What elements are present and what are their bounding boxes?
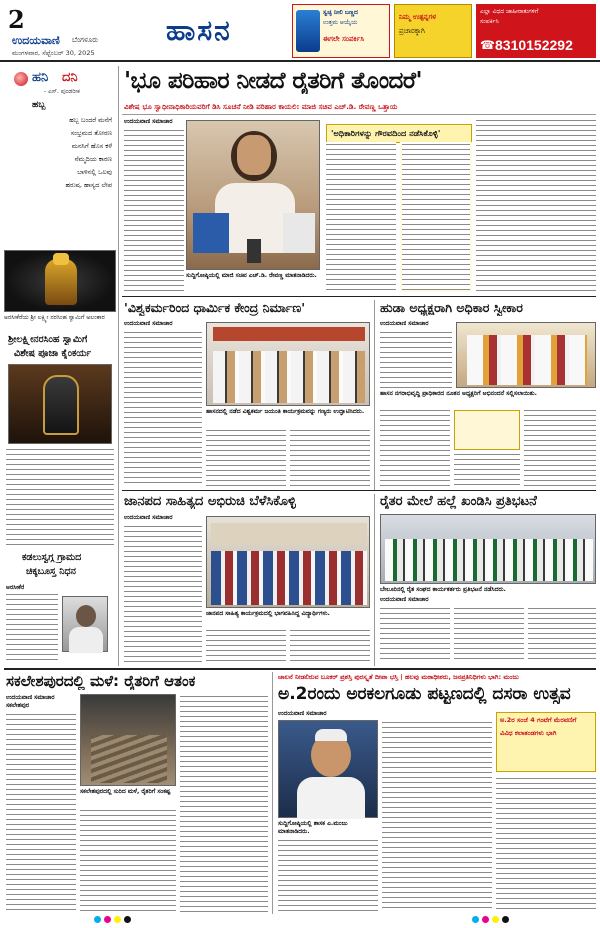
dasara-photo-caption: ಸುದ್ದಿಗೋಷ್ಠಿಯಲ್ಲಿ ಶಾಸಕ ಎ.ಮಂಜು ಮಾತನಾಡಿದರು.: [278, 820, 348, 835]
dasara-headline: ಅ.2ರಂದು ಅರಕಲಗೂಡು ಪಟ್ಟಣದಲ್ಲಿ ದಸರಾ ಉತ್ಸವ: [278, 684, 571, 704]
dasara-body-2: [382, 720, 492, 912]
janapada-body-2: [206, 628, 286, 662]
ad-2-line2: ಪ್ರಚಾರಕ್ಕಾಗಿ: [399, 27, 425, 35]
ad-2-line1: ನಿಮ್ಮ ಉತ್ಪನ್ನಗಳ: [399, 13, 437, 21]
deity-image: [4, 250, 116, 312]
header-ad-2[interactable]: [394, 4, 472, 58]
huda-info-box: [454, 410, 520, 450]
masthead: [0, 0, 600, 62]
dateline: ಮಂಗಳವಾರ, ಸೆಪ್ಟೆಂಬರ್ 30, 2025: [12, 49, 95, 57]
ad-1-image: [296, 10, 320, 52]
lead-photo: [186, 120, 320, 270]
vishwakarma-photo: [206, 322, 370, 406]
column-logo-icon: [14, 72, 28, 86]
registration-mark: [492, 916, 499, 923]
huda-photo: [456, 322, 596, 388]
raitha-photo-caption: ಬೇಲೂರಿನಲ್ಲಿ ರೈತ ಸಂಘದ ಕಾರ್ಯಕರ್ತರು ಪ್ರತಿಭಟನೆ ನಡೆಸಿದರು.: [380, 586, 506, 593]
huda-body-3: [524, 408, 596, 488]
rain-body-3: [180, 694, 268, 912]
edition: ಬೆಂಗಳೂರು: [72, 36, 99, 44]
column-title-a: ಹನಿ: [32, 70, 49, 85]
rain-photo-caption: ಸಕಲೇಶಪುರದಲ್ಲಿ ಸುರಿದ ಮಳೆ, ರೈತರಿಗೆ ಸಂಕಷ್ಟ: [80, 788, 171, 795]
janapada-body-1: [124, 524, 202, 662]
huda-body-4: [454, 452, 520, 488]
raitha-body-1: [380, 606, 450, 662]
raitha-headline: ರೈತರ ಮೇಲೆ ಹಲ್ಲೆ ಖಂಡಿಸಿ ಪ್ರತಿಭಟನೆ: [380, 494, 537, 509]
dasara-highlight-2: ವಿವಿಧ ಕಲಾತಂಡಗಳು ಭಾಗಿ: [500, 729, 557, 737]
registration-mark: [482, 916, 489, 923]
lead-body-col5: [476, 118, 596, 293]
dasara-highlight-box: [496, 712, 596, 772]
lead-body-col3: [326, 142, 396, 292]
deity-caption: ಅರಸೀಕೆರೆಯ ಶ್ರೀ ಲಕ್ಷ್ಮೀ ನರಸಿಂಹ ಸ್ವಾಮಿಗೆ ಅಲಂಕಾರ: [4, 314, 105, 321]
registration-mark: [94, 916, 101, 923]
obituary-photo: [62, 596, 108, 652]
phone-icon: ☎: [480, 38, 495, 52]
raitha-photo: [380, 514, 596, 584]
page-number: 2: [8, 5, 25, 34]
column-poem: [26, 114, 112, 192]
poem-line: ಹರುಷ, ಹಾಸ್ಯದ ಲೇಪ: [65, 181, 112, 189]
poem-line: ಬಾಳಿನಲ್ಲಿ ಒಲವು: [77, 168, 112, 176]
registration-mark: [104, 916, 111, 923]
raitha-body-3: [528, 606, 596, 662]
temple-headline: ಶ್ರೀಲಕ್ಷ್ಮೀನರಸಿಂಹ ಸ್ವಾಮಿಗೆ: [8, 334, 88, 345]
lead-pull-quote: 'ಅಧಿಕಾರಿಗಳನ್ನು ಗೌರವದಿಂದ ನಡೆಸಿಕೊಳ್ಳಿ': [326, 124, 472, 143]
column-byline: - ಎಸ್. ಪುಂಡರೀಕ: [44, 88, 80, 95]
poem-line: ನೆಮ್ಮದಿಯ ಕಾರಣ: [74, 155, 112, 163]
raitha-byline: ಉದಯವಾಣಿ ಸಮಾಚಾರ: [380, 596, 429, 603]
huda-photo-caption: ಹಾಸನ ನಗರಾಭಿವೃದ್ಧಿ ಪ್ರಾಧಿಕಾರದ ನೂತನ ಅಧ್ಯಕ್ಷರಿಗೆ ಅಭಿನಂದನೆ ಸಲ್ಲಿಸಲಾಯಿತು.: [380, 390, 537, 397]
dasara-highlight-1: ಅ.2ರ ಸಂಜೆ 4 ಗಂಟೆಗೆ ಮೆರವಣಿಗೆ: [500, 716, 577, 724]
ad-3-line2: ಸಂಪರ್ಕಿಸಿ: [480, 18, 499, 25]
janapada-body-3: [290, 628, 370, 662]
poem-line: ಹಬ್ಬ ಬಂದರೆ ಮನೆಗೆ: [69, 116, 112, 124]
temple-photo: [8, 364, 112, 444]
ad-3-phone: 8310152292: [495, 37, 573, 53]
vishwakarma-body-3: [290, 428, 370, 486]
rain-headline: ಸಕಲೇಶಪುರದಲ್ಲಿ ಮಳೆ: ರೈತರಿಗೆ ಆತಂಕ: [6, 672, 196, 690]
lead-body-col1b: [124, 228, 184, 292]
temple-headline-2: ವಿಶೇಷ ಪೂಜಾ ಕೈಂಕರ್ಯ: [14, 348, 92, 359]
vishwakarma-headline: 'ವಿಶ್ವಕರ್ಮರಿಂದ ಧಾರ್ಮಿಕ ಕೇಂದ್ರ ನಿರ್ಮಾಣ': [124, 300, 306, 315]
obituary-place: ಅರಸೀಕೆರೆ: [6, 584, 25, 591]
paper-name: ಉದಯವಾಣಿ: [12, 34, 60, 47]
ad-1-line3: ಈಗಲೇ ಸಂಪರ್ಕಿಸಿ: [323, 35, 365, 43]
vishwakarma-body-2: [206, 428, 286, 486]
lead-byline: ಉದಯವಾಣಿ ಸಮಾಚಾರ: [124, 118, 173, 125]
huda-body-1: [380, 330, 452, 388]
dasara-kicker: ಚಾಲನೆ ನೀಡಲಿರುವ ಬೂಕರ್ ಪ್ರಶಸ್ತಿ ಪುರಸ್ಕೃತೆ ದೀಪಾ ಭಸ್ತಿ | ಹಲವು ಮಠಾಧೀಶರು, ಜನಪ್ರತಿನಿಧಿಗಳು ಭಾಗಿ: ಮಂಜು: [278, 673, 519, 681]
lead-subhead: ವಿಶೇಷ ಭೂ ಸ್ವಾಧೀನಾಧಿಕಾರಿಯವರಿಗೆ ಡಿಸಿ ಸೂಚನೆ ನೀಡಿ ಪರಿಹಾರ ಕಾಯಲಿ: ಮಾಜಿ ಸಚಿವ ಎಚ್.ಡಿ. ರೇವಣ್ಣ ಒತ್ತಾಯ: [124, 102, 398, 111]
obituary-body: [6, 592, 58, 662]
obituary-headline-2: ಚಿಕ್ಕಬೂಸ್ತ ನಿಧನ: [26, 566, 76, 577]
huda-byline: ಉದಯವಾಣಿ ಸಮಾಚಾರ: [380, 320, 429, 327]
registration-mark: [502, 916, 509, 923]
vishwakarma-body-1: [124, 330, 202, 486]
huda-headline: ಹುಡಾ ಅಧ್ಯಕ್ಷರಾಗಿ ಅಧಿಕಾರ ಸ್ವೀಕಾರ: [380, 300, 523, 315]
lead-photo-caption: ಸುದ್ದಿಗೋಷ್ಠಿಯಲ್ಲಿ ಮಾಜಿ ಸಚಿವ ಎಚ್.ಡಿ. ರೇವಣ್ಣ ಮಾತನಾಡಿದರು.: [186, 272, 317, 279]
registration-mark: [472, 916, 479, 923]
raitha-body-2: [454, 606, 524, 662]
column-box: [4, 66, 114, 248]
rain-place: ಸಕಲೇಶಪುರ: [6, 702, 30, 709]
lead-headline: 'ಭೂ ಪರಿಹಾರ ನೀಡದೆ ರೈತರಿಗೆ ತೊಂದರೆ': [124, 68, 423, 94]
dasara-photo: [278, 720, 378, 818]
vishwakarma-byline: ಉದಯವಾಣಿ ಸಮಾಚಾರ: [124, 320, 173, 327]
lead-body-col4: [402, 142, 470, 290]
huda-body-2: [380, 408, 450, 488]
rain-body-1: [6, 712, 76, 912]
janapada-byline: ಉದಯವಾಣಿ ಸಮಾಚಾರ: [124, 514, 173, 521]
poem-line: ಮನಸಿಗೆ ಹೊಸ ಕಳೆ: [71, 142, 112, 150]
registration-mark: [124, 916, 131, 923]
rain-byline: ಉದಯವಾಣಿ ಸಮಾಚಾರ: [6, 694, 55, 701]
rain-body-2: [80, 808, 176, 912]
ad-3-line1: ಎಲ್ಲಾ ವಿಧದ ಜಾಹೀರಾತುಗಳಿಗೆ: [480, 8, 539, 15]
dasara-body-1: [278, 838, 378, 912]
rain-photo: [80, 694, 176, 786]
janapada-photo: [206, 516, 370, 608]
column-heading: ಹಬ್ಬ: [32, 100, 46, 110]
header-ad-1[interactable]: [292, 4, 390, 58]
obituary-headline: ಕಡಲುಸ್ವಗ್ಗ ಗ್ರಾಮದ: [22, 552, 82, 563]
poem-line: ಸಂಭ್ರಮದ ತೋರಣ: [70, 129, 112, 137]
vishwakarma-photo-caption: ಹಾಸನದಲ್ಲಿ ನಡೆದ ವಿಶ್ವಕರ್ಮ ಜಯಂತಿ ಕಾರ್ಯಕ್ರಮವನ್ನು ಗಣ್ಯರು ಉದ್ಘಾಟಿಸಿದರು.: [206, 408, 365, 415]
column-title-b: ದನಿ: [62, 70, 78, 85]
lead-body-col1: [124, 128, 184, 226]
registration-mark: [114, 916, 121, 923]
janapada-headline: ಜಾನಪದ ಸಾಹಿತ್ಯದ ಅಭಿರುಚಿ ಬೆಳೆಸಿಕೊಳ್ಳಿ: [124, 494, 296, 509]
ad-1-line1: ಸ್ವಚ್ಛ ನೀಲಿ ಬಣ್ಣದ: [323, 9, 358, 16]
temple-body: [6, 447, 114, 547]
janapada-photo-caption: ಜಾನಪದ ಸಾಹಿತ್ಯ ಕಾರ್ಯಕ್ರಮದಲ್ಲಿ ಭಾಗವಹಿಸಿದ್ದ ವಿದ್ಯಾರ್ಥಿಗಳು.: [206, 610, 330, 617]
ad-1-line2: ಉತ್ತಮ ಆಯ್ಕೆಯ: [323, 19, 358, 26]
dasara-byline: ಉದಯವಾಣಿ ಸಮಾಚಾರ: [278, 710, 327, 717]
header-ad-3[interactable]: [476, 4, 596, 58]
section-title: ಹಾಸನ: [166, 14, 232, 47]
dasara-body-3: [496, 776, 596, 912]
